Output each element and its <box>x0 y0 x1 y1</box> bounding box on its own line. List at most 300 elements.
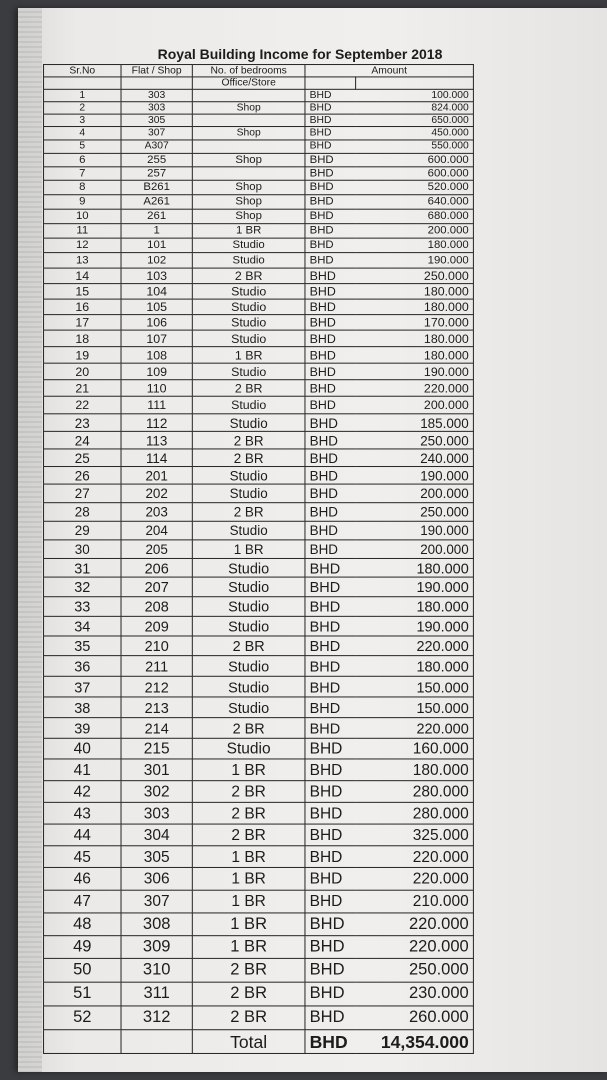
cell-amount: 180.000 <box>356 284 474 300</box>
subheader-sr-empty <box>44 77 122 89</box>
cell-currency: BHD <box>305 697 356 718</box>
cell-amount: 220.000 <box>356 718 474 739</box>
cell-flat-shop: 303 <box>121 102 192 114</box>
table-row <box>44 676 474 697</box>
cell-flat-shop: 203 <box>121 503 192 522</box>
table-row <box>44 540 474 559</box>
cell-currency: BHD <box>305 127 356 140</box>
cell-amount: 185.000 <box>356 414 474 432</box>
cell-sr-no: 30 <box>44 540 122 559</box>
cell-amount: 180.000 <box>356 330 474 347</box>
table-body <box>44 89 474 1029</box>
table-row <box>44 913 474 936</box>
cell-flat-shop: 213 <box>121 697 192 718</box>
table-row <box>44 380 474 397</box>
table-header-row <box>44 65 474 77</box>
cell-flat-shop: 110 <box>121 380 192 397</box>
cell-flat-shop: 212 <box>121 676 192 697</box>
cell-amount: 220.000 <box>356 380 474 397</box>
cell-unit-type: Studio <box>192 697 305 718</box>
cell-unit-type: Shop <box>192 102 305 114</box>
cell-currency: BHD <box>305 484 356 503</box>
cell-unit-type: Shop <box>192 153 305 166</box>
table-row <box>44 209 474 223</box>
cell-amount: 220.000 <box>356 936 474 959</box>
table-row <box>44 167 474 180</box>
table-row <box>44 180 474 194</box>
cell-unit-type: Studio <box>192 363 305 380</box>
cell-flat-shop: 104 <box>121 284 192 300</box>
cell-unit-type: Studio <box>192 616 305 636</box>
table-row <box>44 238 474 252</box>
cell-flat-shop: 106 <box>121 315 192 331</box>
cell-unit-type: Studio <box>192 253 305 269</box>
cell-sr-no: 52 <box>44 1006 122 1030</box>
cell-sr-no: 16 <box>44 299 122 315</box>
cell-flat-shop: 215 <box>121 738 192 759</box>
cell-sr-no: 45 <box>44 846 122 868</box>
table-row <box>44 958 474 982</box>
cell-unit-type: Shop <box>192 180 305 194</box>
cell-flat-shop: 207 <box>121 577 192 597</box>
cell-flat-shop: 109 <box>121 363 192 380</box>
cell-unit-type: Studio <box>192 238 305 252</box>
cell-unit-type: 2 BR <box>192 449 305 467</box>
cell-sr-no: 44 <box>44 824 122 846</box>
cell-currency: BHD <box>305 718 356 739</box>
cell-amount: 824.000 <box>356 102 474 114</box>
cell-sr-no: 32 <box>44 577 122 597</box>
table-row <box>44 558 474 577</box>
cell-unit-type: Studio <box>192 396 305 414</box>
cell-currency: BHD <box>305 396 356 414</box>
cell-flat-shop: A307 <box>121 140 192 153</box>
cell-unit-type: 1 BR <box>192 846 305 868</box>
cell-amount: 190.000 <box>356 253 474 269</box>
cell-currency: BHD <box>305 167 356 180</box>
cell-sr-no: 10 <box>44 209 122 223</box>
cell-flat-shop: B261 <box>121 180 192 194</box>
cell-sr-no: 42 <box>44 781 122 803</box>
cell-amount: 200.000 <box>356 540 474 559</box>
cell-currency: BHD <box>305 347 356 364</box>
table-row <box>44 363 474 380</box>
cell-flat-shop: 307 <box>121 127 192 140</box>
page-title: Royal Building Income for September 2018 <box>157 46 443 62</box>
cell-sr-no: 28 <box>44 503 122 522</box>
cell-sr-no: 38 <box>44 697 122 718</box>
cell-flat-shop: 255 <box>121 153 192 166</box>
cell-amount: 550.000 <box>356 140 474 153</box>
cell-amount: 180.000 <box>356 558 474 577</box>
cell-unit-type: 1 BR <box>192 347 305 364</box>
cell-unit-type: Studio <box>192 738 305 759</box>
cell-unit-type: 2 BR <box>192 636 305 656</box>
cell-flat-shop: 301 <box>121 759 192 781</box>
cell-unit-type: 1 BR <box>192 224 305 238</box>
cell-sr-no: 51 <box>44 982 122 1006</box>
cell-sr-no: 11 <box>44 224 122 238</box>
cell-unit-type: 1 BR <box>192 759 305 781</box>
cell-currency: BHD <box>305 781 356 803</box>
cell-unit-type: Shop <box>192 127 305 140</box>
cell-currency: BHD <box>305 414 356 432</box>
cell-sr-no: 12 <box>44 238 122 252</box>
cell-sr-no: 35 <box>44 636 122 656</box>
cell-amount: 280.000 <box>356 781 474 803</box>
table-row <box>44 140 474 153</box>
cell-flat-shop: 112 <box>121 414 192 432</box>
table-row <box>44 467 474 485</box>
header-bedrooms-label: No. of bedrooms <box>210 64 287 76</box>
cell-flat-shop: 111 <box>121 396 192 414</box>
cell-sr-no: 27 <box>44 484 122 503</box>
cell-unit-type: 1 BR <box>192 890 305 913</box>
cell-currency: BHD <box>305 636 356 656</box>
table-row <box>44 846 474 868</box>
cell-amount: 170.000 <box>356 315 474 331</box>
total-empty-1 <box>44 1030 122 1054</box>
cell-amount: 220.000 <box>356 913 474 936</box>
cell-flat-shop: 113 <box>121 431 192 449</box>
cell-currency: BHD <box>305 195 356 209</box>
cell-amount: 180.000 <box>356 347 474 364</box>
cell-flat-shop: 306 <box>121 867 192 890</box>
table-row <box>44 347 474 364</box>
cell-flat-shop: 105 <box>121 299 192 315</box>
cell-amount: 325.000 <box>356 824 474 846</box>
cell-unit-type: Studio <box>192 330 305 347</box>
cell-unit-type: Studio <box>192 577 305 597</box>
cell-amount: 250.000 <box>356 268 474 284</box>
cell-currency: BHD <box>305 89 356 101</box>
cell-currency: BHD <box>305 238 356 252</box>
cell-currency: BHD <box>305 982 356 1006</box>
cell-sr-no: 20 <box>44 363 122 380</box>
table-row <box>44 396 474 414</box>
cell-flat-shop: 305 <box>121 846 192 868</box>
cell-flat-shop: 208 <box>121 597 192 617</box>
cell-currency: BHD <box>305 913 356 936</box>
cell-amount: 180.000 <box>356 597 474 617</box>
cell-currency: BHD <box>305 824 356 846</box>
cell-sr-no: 46 <box>44 867 122 890</box>
cell-currency: BHD <box>305 656 356 677</box>
cell-unit-type: 2 BR <box>192 824 305 846</box>
cell-amount: 180.000 <box>356 238 474 252</box>
table-row <box>44 616 474 636</box>
cell-currency: BHD <box>305 958 356 982</box>
cell-flat-shop: 309 <box>121 936 192 959</box>
cell-flat-shop: 312 <box>121 1006 192 1030</box>
cell-sr-no: 3 <box>44 114 122 126</box>
cell-amount: 190.000 <box>356 577 474 597</box>
cell-sr-no: 24 <box>44 431 122 449</box>
cell-flat-shop: 206 <box>121 558 192 577</box>
cell-unit-type: 2 BR <box>192 718 305 739</box>
table-row <box>44 195 474 209</box>
cell-currency: BHD <box>305 114 356 126</box>
table-row <box>44 89 474 101</box>
table-row <box>44 431 474 449</box>
cell-flat-shop: 107 <box>121 330 192 347</box>
cell-unit-type: 2 BR <box>192 268 305 284</box>
cell-flat-shop: 310 <box>121 958 192 982</box>
header-sr-no: Sr.No <box>44 65 122 77</box>
cell-sr-no: 8 <box>44 180 122 194</box>
cell-sr-no: 17 <box>44 315 122 331</box>
cell-unit-type: Studio <box>192 484 305 503</box>
cell-amount: 640.000 <box>356 195 474 209</box>
cell-currency: BHD <box>305 867 356 890</box>
cell-amount: 250.000 <box>356 431 474 449</box>
cell-amount: 220.000 <box>356 846 474 868</box>
cell-amount: 260.000 <box>356 1006 474 1030</box>
cell-amount: 190.000 <box>356 521 474 540</box>
table-row <box>44 299 474 315</box>
cell-amount: 680.000 <box>356 209 474 223</box>
cell-currency: BHD <box>305 597 356 617</box>
table-row <box>44 315 474 331</box>
cell-amount: 650.000 <box>356 114 474 126</box>
cell-amount: 180.000 <box>356 759 474 781</box>
table-row <box>44 253 474 269</box>
cell-currency: BHD <box>305 540 356 559</box>
table-row <box>44 982 474 1006</box>
table-row <box>44 153 474 166</box>
cell-sr-no: 1 <box>44 89 122 101</box>
cell-flat-shop: 209 <box>121 616 192 636</box>
table-row <box>44 284 474 300</box>
cell-currency: BHD <box>305 936 356 959</box>
cell-sr-no: 48 <box>44 913 122 936</box>
cell-currency: BHD <box>305 738 356 759</box>
cell-currency: BHD <box>305 209 356 223</box>
cell-amount: 190.000 <box>356 616 474 636</box>
cell-unit-type: Studio <box>192 299 305 315</box>
cell-currency: BHD <box>305 846 356 868</box>
cell-unit-type: Studio <box>192 656 305 677</box>
cell-flat-shop: 303 <box>121 802 192 824</box>
table-row <box>44 597 474 617</box>
cell-sr-no: 47 <box>44 890 122 913</box>
cell-currency: BHD <box>305 890 356 913</box>
cell-unit-type: 2 BR <box>192 781 305 803</box>
cell-amount: 520.000 <box>356 180 474 194</box>
cell-unit-type: 2 BR <box>192 503 305 522</box>
cell-unit-type: 1 BR <box>192 540 305 559</box>
table-row <box>44 577 474 597</box>
cell-sr-no: 19 <box>44 347 122 364</box>
cell-flat-shop: 303 <box>121 89 192 101</box>
cell-flat-shop: 311 <box>121 982 192 1006</box>
cell-amount: 100.000 <box>356 89 474 101</box>
cell-flat-shop: 308 <box>121 913 192 936</box>
cell-currency: BHD <box>305 616 356 636</box>
cell-amount: 200.000 <box>356 484 474 503</box>
cell-flat-shop: 261 <box>121 209 192 223</box>
table-row <box>44 738 474 759</box>
cell-unit-type: Studio <box>192 467 305 485</box>
cell-currency: BHD <box>305 558 356 577</box>
cell-unit-type: Shop <box>192 195 305 209</box>
table-row <box>44 759 474 781</box>
cell-currency: BHD <box>305 503 356 522</box>
cell-sr-no: 26 <box>44 467 122 485</box>
cell-currency: BHD <box>305 521 356 540</box>
income-table <box>43 64 474 1054</box>
cell-flat-shop: 101 <box>121 238 192 252</box>
table-row <box>44 330 474 347</box>
table-row <box>44 656 474 677</box>
cell-amount: 190.000 <box>356 467 474 485</box>
cell-currency: BHD <box>305 140 356 153</box>
cell-amount: 180.000 <box>356 656 474 677</box>
cell-unit-type: Studio <box>192 284 305 300</box>
table-row <box>44 890 474 913</box>
table-row <box>44 867 474 890</box>
total-empty-2 <box>121 1030 192 1054</box>
cell-amount: 250.000 <box>356 503 474 522</box>
cell-unit-type <box>192 114 305 126</box>
cell-amount: 450.000 <box>356 127 474 140</box>
cell-unit-type: 2 BR <box>192 982 305 1006</box>
cell-flat-shop: 307 <box>121 890 192 913</box>
cell-unit-type: 2 BR <box>192 380 305 397</box>
cell-amount: 250.000 <box>356 958 474 982</box>
table-row <box>44 114 474 126</box>
total-row <box>44 1030 474 1054</box>
cell-sr-no: 40 <box>44 738 122 759</box>
table-row <box>44 781 474 803</box>
cell-currency: BHD <box>305 153 356 166</box>
subheader-amt-empty <box>356 77 474 89</box>
table-row <box>44 414 474 432</box>
cell-currency: BHD <box>305 1006 356 1030</box>
total-label: Total <box>192 1030 305 1054</box>
cell-flat-shop: 102 <box>121 253 192 269</box>
cell-amount: 600.000 <box>356 167 474 180</box>
cell-amount: 220.000 <box>356 867 474 890</box>
header-office-store: Office/Store <box>192 77 305 89</box>
cell-sr-no: 2 <box>44 102 122 114</box>
table-subheader-row <box>44 77 474 89</box>
cell-currency: BHD <box>305 299 356 315</box>
cell-amount: 240.000 <box>356 449 474 467</box>
table-row <box>44 936 474 959</box>
cell-amount: 160.000 <box>356 738 474 759</box>
cell-unit-type: Studio <box>192 676 305 697</box>
cell-unit-type <box>192 140 305 153</box>
subheader-cur-empty <box>305 77 356 89</box>
cell-flat-shop: 211 <box>121 656 192 677</box>
cell-sr-no: 49 <box>44 936 122 959</box>
cell-unit-type: 2 BR <box>192 1006 305 1030</box>
cell-flat-shop: 114 <box>121 449 192 467</box>
table-row <box>44 224 474 238</box>
cell-flat-shop: 214 <box>121 718 192 739</box>
cell-sr-no: 43 <box>44 802 122 824</box>
table-row <box>44 449 474 467</box>
header-amount: Amount <box>305 65 473 77</box>
table-row <box>44 824 474 846</box>
cell-currency: BHD <box>305 577 356 597</box>
cell-sr-no: 25 <box>44 449 122 467</box>
cell-sr-no: 15 <box>44 284 122 300</box>
cell-currency: BHD <box>305 802 356 824</box>
binding-edge <box>18 8 42 1072</box>
cell-currency: BHD <box>305 180 356 194</box>
cell-flat-shop: 305 <box>121 114 192 126</box>
cell-sr-no: 29 <box>44 521 122 540</box>
cell-amount: 280.000 <box>356 802 474 824</box>
table-row <box>44 802 474 824</box>
cell-flat-shop: 201 <box>121 467 192 485</box>
cell-flat-shop: A261 <box>121 195 192 209</box>
cell-sr-no: 22 <box>44 396 122 414</box>
cell-amount: 200.000 <box>356 224 474 238</box>
cell-amount: 230.000 <box>356 982 474 1006</box>
cell-sr-no: 6 <box>44 153 122 166</box>
cell-flat-shop: 302 <box>121 781 192 803</box>
cell-currency: BHD <box>305 759 356 781</box>
cell-sr-no: 7 <box>44 167 122 180</box>
cell-sr-no: 37 <box>44 676 122 697</box>
cell-sr-no: 9 <box>44 195 122 209</box>
cell-sr-no: 41 <box>44 759 122 781</box>
cell-unit-type: 2 BR <box>192 431 305 449</box>
table-row <box>44 268 474 284</box>
cell-currency: BHD <box>305 449 356 467</box>
cell-flat-shop: 103 <box>121 268 192 284</box>
cell-sr-no: 4 <box>44 127 122 140</box>
cell-unit-type: 2 BR <box>192 958 305 982</box>
cell-currency: BHD <box>305 268 356 284</box>
cell-unit-type: 2 BR <box>192 802 305 824</box>
cell-sr-no: 39 <box>44 718 122 739</box>
cell-currency: BHD <box>305 224 356 238</box>
table-row <box>44 521 474 540</box>
cell-sr-no: 36 <box>44 656 122 677</box>
cell-amount: 190.000 <box>356 363 474 380</box>
cell-flat-shop: 210 <box>121 636 192 656</box>
table-row <box>44 718 474 739</box>
cell-currency: BHD <box>305 363 356 380</box>
cell-flat-shop: 204 <box>121 521 192 540</box>
subheader-flat-empty <box>121 77 192 89</box>
cell-flat-shop: 257 <box>121 167 192 180</box>
table-row <box>44 503 474 522</box>
total-currency: BHD <box>305 1030 356 1054</box>
total-amount: 14,354.000 <box>356 1030 474 1054</box>
cell-sr-no: 14 <box>44 268 122 284</box>
header-flat-shop: Flat / Shop <box>121 65 192 77</box>
cell-unit-type: 1 BR <box>192 867 305 890</box>
cell-currency: BHD <box>305 380 356 397</box>
cell-sr-no: 50 <box>44 958 122 982</box>
cell-unit-type: 1 BR <box>192 913 305 936</box>
cell-sr-no: 5 <box>44 140 122 153</box>
cell-amount: 150.000 <box>356 697 474 718</box>
header-bedrooms <box>192 65 305 77</box>
cell-currency: BHD <box>305 431 356 449</box>
cell-unit-type: 1 BR <box>192 936 305 959</box>
cell-amount: 200.000 <box>356 396 474 414</box>
cell-currency: BHD <box>305 284 356 300</box>
cell-unit-type <box>192 89 305 101</box>
cell-amount: 220.000 <box>356 636 474 656</box>
table-row <box>44 1006 474 1030</box>
